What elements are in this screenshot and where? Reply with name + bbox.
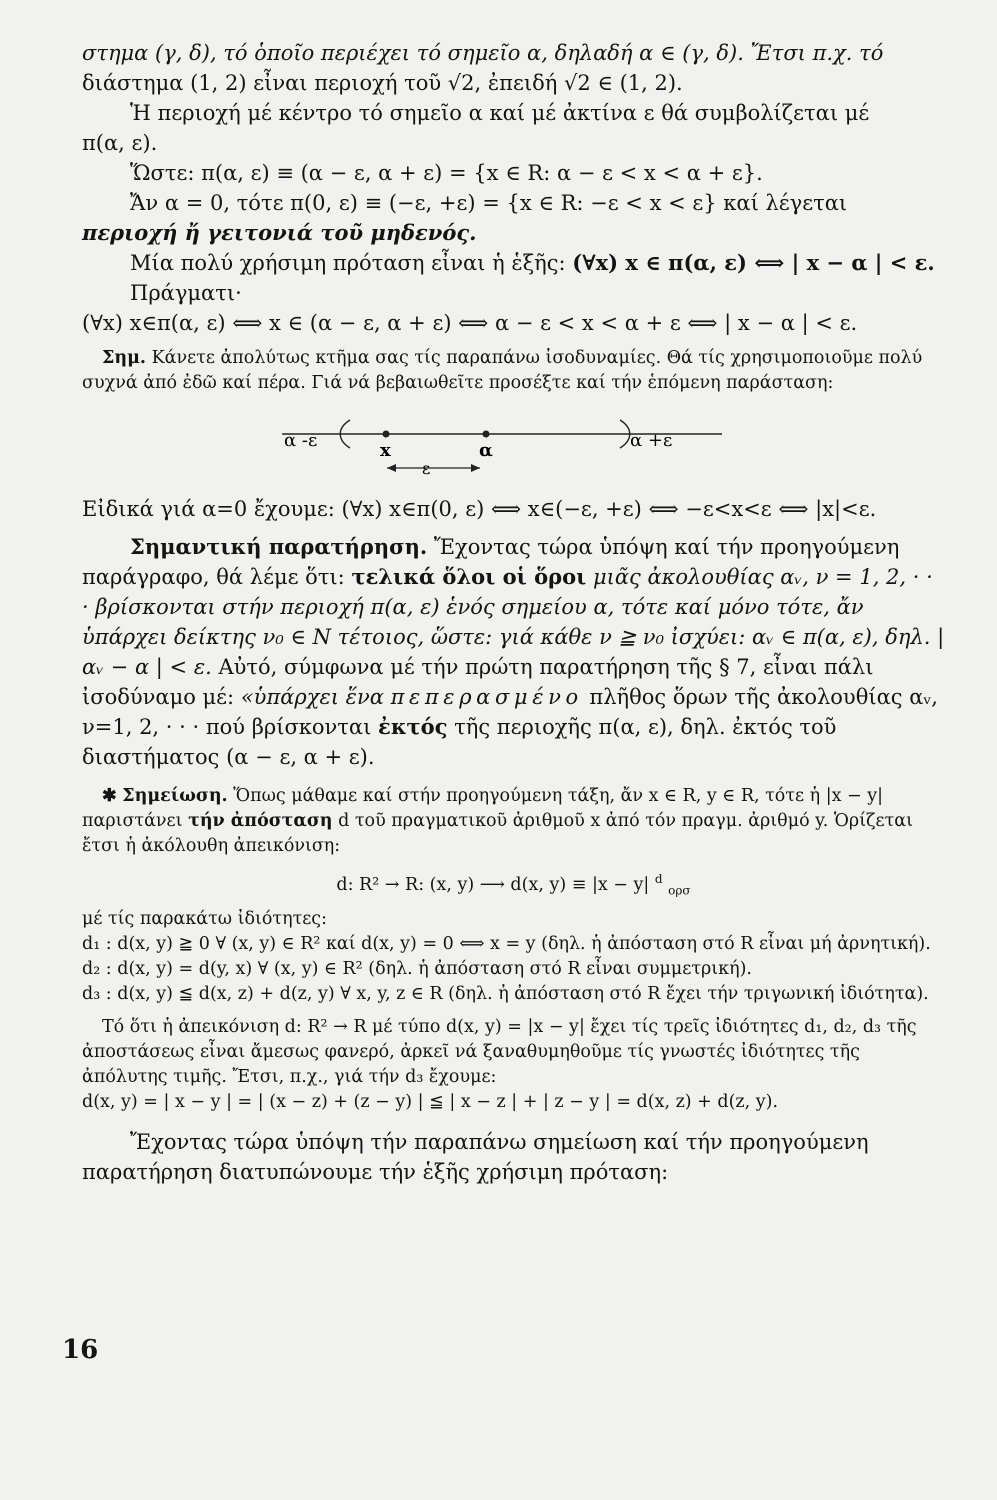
remark-paragraph [82, 532, 945, 772]
right-endpoint-label: α +ε [630, 430, 673, 451]
text-line: Πράγματι· [130, 281, 242, 305]
text-span: ἐκτός [378, 714, 448, 739]
triangle-inequality: d(x, y) = | x − y | = | (x − z) + (z − y) | ≦ | x − z | + | z − y | = d(x, z) + d(z, y). [82, 1092, 779, 1113]
remark-label: Σημαντική παρατήρηση. [130, 534, 428, 559]
properties-intro: μέ τίς παρακάτω ἰδιότητες: [82, 909, 328, 930]
text-span: Μία πολύ χρήσιμη πρόταση εἶναι ἡ ἑξῆς: [130, 251, 566, 275]
map-definition-label: ορσ [668, 883, 691, 898]
page-number: 16 [62, 1335, 99, 1365]
text-span: μιᾶς ἀκολουθίας αᵥ, ν = 1, 2, · · · βρίσκονται στήν περιοχή π(α, ε) ἑνός σημείου α, τότε καί μόνο τότε, ἄν ὑπάρχει δείκτης ν₀ ∈ N τέτοιος, ὥστε: γιά κάθε ν ≧ ν₀ ἰσχύει: αᵥ ∈ π(α, ε), δηλ. | αᵥ − α | < ε. [82, 565, 945, 679]
text-line: π(α, ε). [82, 131, 158, 155]
note-paragraph [82, 784, 945, 859]
note-label: Σημείωση. [122, 786, 228, 806]
text-line: Ὥστε: π(α, ε) ≡ (α − ε, α + ε) = {x ∈ R: α − ε < x < α + ε}. [130, 161, 763, 185]
text-line: περιοχή ἤ γειτονιά τοῦ μηδενός. [82, 220, 477, 245]
distance-map [82, 867, 945, 903]
text-line: Ἡ περιοχή μέ κέντρο τό σημεῖο α καί μέ ἀκτίνα ε θά συμβολίζεται μέ [130, 101, 870, 125]
property-d2: d₂ : d(x, y) = d(y, x) ∀ (x, y) ∈ R² (δηλ. ἡ ἀπόσταση στό R εἶναι συμμετρική). [82, 959, 752, 980]
key-proposition: (∀x) x ∈ π(α, ε) ⟺ | x − α | < ε. [572, 250, 935, 275]
text-line: στημα (γ, δ), τό ὁποῖο περιέχει τό σημεῖο α, δηλαδή α ∈ (γ, δ). Ἔτσι π.χ. τό [82, 41, 884, 65]
text-span: «ὑπάρχει ἕνα [240, 685, 384, 709]
asterisk-icon: ✱ [102, 786, 117, 806]
text-span: πλῆθος ὅρων τῆς ἀκολουθίας αᵥ, ν=1, 2, · · · πού βρίσκονται [82, 685, 938, 739]
map-formula: d: R² → R: (x, y) ⟶ d(x, y) ≡ |x − y| [336, 874, 650, 895]
note-text: Κάνετε ἀπολύτως κτῆμα σας τίς παραπάνω ἰσοδυναμίες. Θά τίς χρησιμοποιοῦμε πολύ συχνά ἀπό ἐδῶ καί πέρα. Γιά νά βεβαιωθεῖτε προσέξτε καί τήν ἑπόμενη παράσταση: [82, 348, 923, 393]
text-span: Ἔχοντας τώρα ὑπόψη καί τήν προηγούμενη παράγραφο, θά λέμε ὅτι: [82, 535, 900, 589]
text-span: τῆς περιοχῆς π(α, ε), δηλ. ἐκτός τοῦ διαστήματος (α − ε, α + ε). [82, 715, 837, 769]
special-case: Εἰδικά γιά α=0 ἔχουμε: (∀x) x∈π(0, ε) ⟺ x∈(−ε, +ε) ⟺ −ε<x<ε ⟺ |x|<ε. [82, 497, 877, 521]
radius-label: ε [422, 459, 431, 478]
text-span: πεπερασμένο [390, 685, 583, 709]
map-arrow-label: d [654, 872, 663, 886]
neighbourhood-diagram [282, 412, 722, 480]
text-span: Ὅπως μάθαμε καί στήν προηγούμενη τάξη, ἄν x ∈ R, y ∈ R, τότε ἡ |x − y| παριστάνει [82, 786, 884, 831]
text-span: Αὐτό, σύμφωνα μέ τήν πρώτη παρατήρηση τῆς § 7, εἶναι πάλι ἰσοδύναμο μέ: [82, 655, 874, 709]
text-span: τήν ἀπόσταση [188, 811, 333, 831]
closing-paragraph: Ἔχοντας τώρα ὑπόψη τήν παραπάνω σημείωση καί τήν προηγούμενη παρατήρηση διατυπώνουμε τήν ἑξῆς χρήσιμη πρόταση: [82, 1130, 869, 1185]
text-line: Ἄν α = 0, τότε π(0, ε) ≡ (−ε, +ε) = {x ∈ R: −ε < x < ε} καί λέγεται [130, 191, 848, 215]
property-d3: d₃ : d(x, y) ≦ d(x, z) + d(z, y) ∀ x, y, z ∈ R (δηλ. ἡ ἀπόσταση στό R ἔχει τήν τριγωνική ἰδιότητα). [82, 984, 929, 1005]
note-paragraph: Τό ὅτι ἡ ἀπεικόνιση d: R² → R μέ τύπο d(x, y) = |x − y| ἔχει τίς τρεῖς ἰδιότητες d₁, d₂, d₃ τῆς ἀποστάσεως εἶναι ἄμεσως φανερό, ἀρκεῖ νά ξαναθυμηθοῦμε τίς γνωστές ἰδιότητες τῆς ἀπόλυτης τιμῆς. Ἔτσι, π.χ., γιά τήν d₃ ἔχουμε: [82, 1017, 917, 1088]
text-line: διάστημα (1, 2) εἶναι περιοχή τοῦ √2, ἐπειδή √2 ∈ (1, 2). [82, 71, 683, 95]
text-line [82, 248, 945, 278]
text-span: τελικά ὅλοι οἱ ὅροι [351, 564, 587, 589]
center-label: α [479, 440, 493, 461]
note-paragraph [82, 346, 945, 396]
property-d1: d₁ : d(x, y) ≧ 0 ∀ (x, y) ∈ R² καί d(x, y) = 0 ⟺ x = y (δηλ. ἡ ἀπόσταση στό R εἶναι μή ἀρνητική). [82, 934, 931, 955]
equivalence-chain: (∀x) x∈π(α, ε) ⟺ x ∈ (α − ε, α + ε) ⟺ α − ε < x < α + ε ⟺ | x − α | < ε. [82, 311, 858, 335]
text-span: d τοῦ πραγματικοῦ ἀριθμοῦ x ἀπό τόν πραγμ. ἀριθμό y. Ὁρίζεται ἔτσι ἡ ἀκόλουθη ἀπεικόνιση: [82, 811, 913, 856]
point-x-label: x [380, 440, 391, 461]
left-endpoint-label: α -ε [284, 430, 318, 451]
note-label: Σημ. [102, 348, 146, 368]
